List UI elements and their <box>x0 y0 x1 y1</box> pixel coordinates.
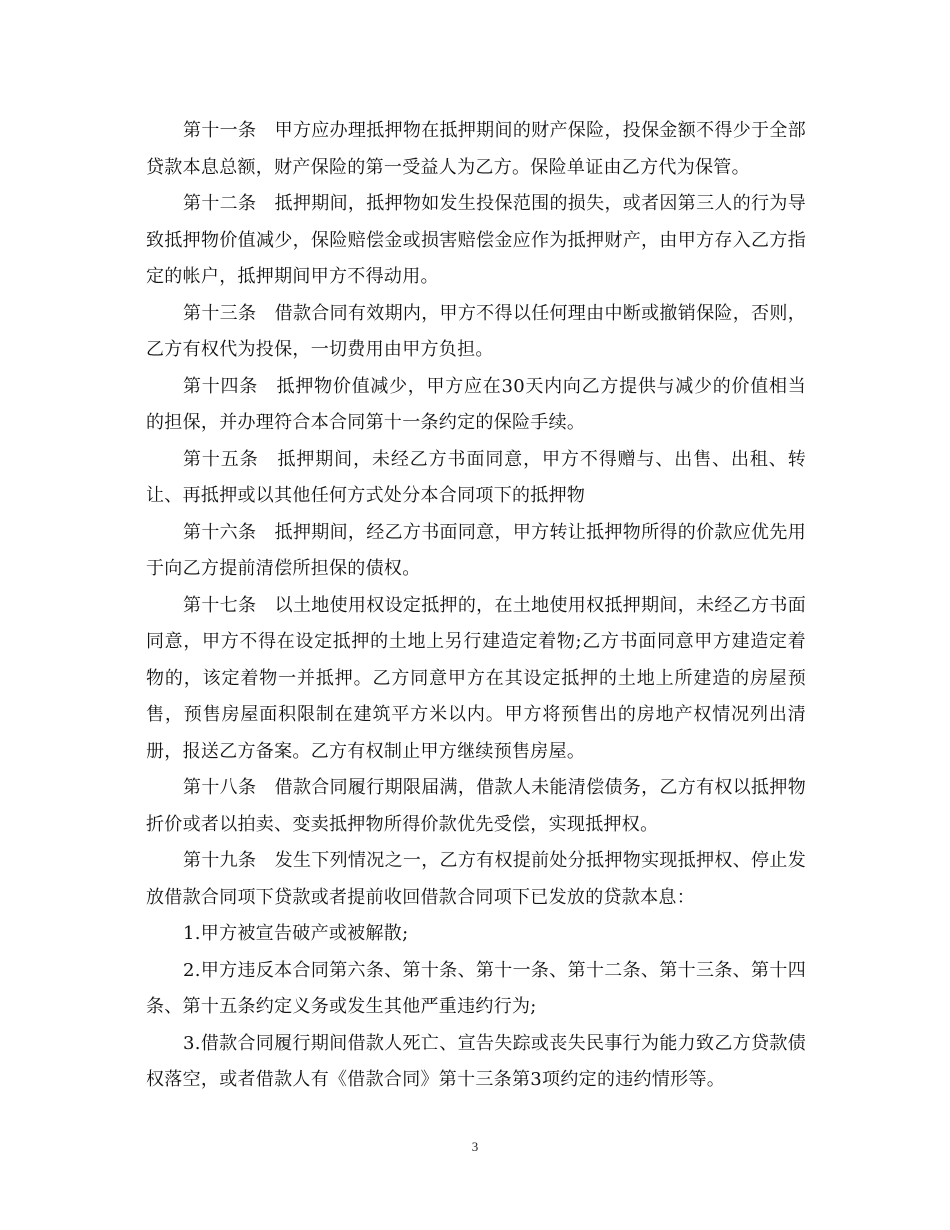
document-body <box>146 113 806 1099</box>
list-item-2: 2.甲方违反本合同第六条、第十条、第十一条、第十二条、第十三条、第十四条、第十五条约定义务或发生其他严重违约行为; <box>146 959 806 1017</box>
article-11-paragraph: 第十一条 甲方应办理抵押物在抵押期间的财产保险，投保金额不得少于全部贷款本息总额，财产保险的第一受益人为乙方。保险单证由乙方代为保管。 <box>146 120 806 178</box>
article-12-paragraph: 第十二条 抵押期间，抵押物如发生投保范围的损失，或者因第三人的行为导致抵押物价值减少，保险赔偿金或损害赔偿金应作为抵押财产，由甲方存入乙方指定的帐户，抵押期间甲方不得动用。 <box>146 193 806 287</box>
article-14-paragraph: 第十四条 抵押物价值减少，甲方应在30天内向乙方提供与减少的价值相当的担保，并办理符合本合同第十一条约定的保险手续。 <box>146 375 806 433</box>
list-item-3: 3.借款合同履行期间借款人死亡、宣告失踪或丧失民事行为能力致乙方贷款债权落空，或者借款人有《借款合同》第十三条第3项约定的违约情形等。 <box>146 1032 806 1090</box>
page-number: 3 <box>471 1139 479 1154</box>
list-item-1: 1.甲方被宣告破产或被解散; <box>183 923 409 944</box>
article-15-paragraph: 第十五条 抵押期间，未经乙方书面同意，甲方不得赠与、出售、出租、转让、再抵押或以其他任何方式处分本合同项下的抵押物 <box>146 448 806 506</box>
article-16-paragraph: 第十六条 抵押期间，经乙方书面同意，甲方转让抵押物所得的价款应优先用于向乙方提前清偿所担保的债权。 <box>146 521 806 579</box>
article-13-paragraph: 第十三条 借款合同有效期内，甲方不得以任何理由中断或撤销保险，否则，乙方有权代为投保，一切费用由甲方负担。 <box>146 302 806 360</box>
article-18-paragraph: 第十八条 借款合同履行期限届满，借款人未能清偿债务，乙方有权以抵押物折价或者以拍卖、变卖抵押物所得价款优先受偿，实现抵押权。 <box>146 777 806 835</box>
article-17-paragraph: 第十七条 以土地使用权设定抵押的，在土地使用权抵押期间，未经乙方书面同意，甲方不得在设定抵押的土地上另行建造定着物;乙方书面同意甲方建造定着物的，该定着物一并抵押。乙方同意甲方在其设定抵押的土地上所建造的房屋预售，预售房屋面积限制在建筑平方米以内。甲方将预售出的房地产权情况列出清册，报送乙方备案。乙方有权制止甲方继续预售房屋。 <box>146 594 806 762</box>
article-19-paragraph: 第十九条 发生下列情况之一，乙方有权提前处分抵押物实现抵押权、停止发放借款合同项下贷款或者提前收回借款合同项下已发放的贷款本息： <box>146 850 806 908</box>
